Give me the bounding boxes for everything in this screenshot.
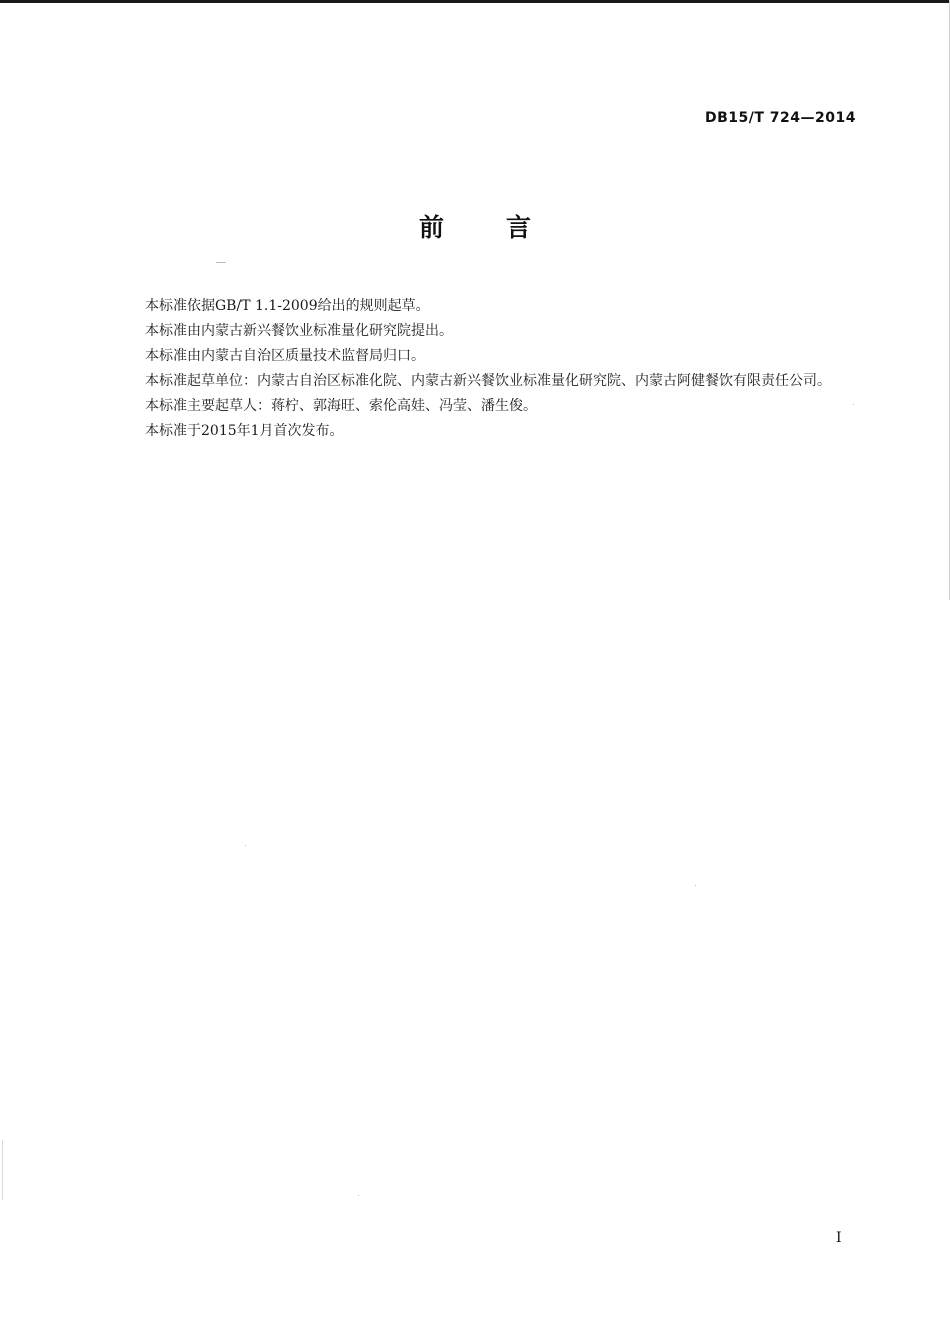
paragraph-centralized-by: 本标准由内蒙古自治区质量技术监督局归口。 [145, 348, 425, 364]
scan-speck [216, 262, 226, 263]
foreword-body [113, 294, 858, 444]
scan-speck [853, 404, 854, 405]
page-title: 前言 [418, 213, 593, 242]
paragraph-drafters: 本标准主要起草人：蒋柠、郭海旺、索伦高娃、冯莹、潘生俊。 [145, 398, 537, 414]
scan-edge-top [0, 0, 950, 3]
scan-speck [695, 885, 696, 886]
paragraph-drafting-rules: 本标准依据GB/T 1.1-2009给出的规则起草。 [145, 298, 430, 314]
paragraph-publication: 本标准于2015年1月首次发布。 [145, 423, 344, 439]
document-code: DB15/T 724—2014 [705, 110, 856, 126]
scan-speck [358, 1195, 359, 1196]
scan-speck [245, 845, 246, 846]
paragraph-proposer: 本标准由内蒙古新兴餐饮业标准量化研究院提出。 [145, 323, 453, 339]
paragraph-drafting-units: 本标准起草单位：内蒙古自治区标准化院、内蒙古新兴餐饮业标准量化研究院、内蒙古阿健餐饮有限责任公司。 [145, 373, 831, 389]
page-number: I [836, 1230, 842, 1246]
scan-speck [2, 1140, 3, 1200]
